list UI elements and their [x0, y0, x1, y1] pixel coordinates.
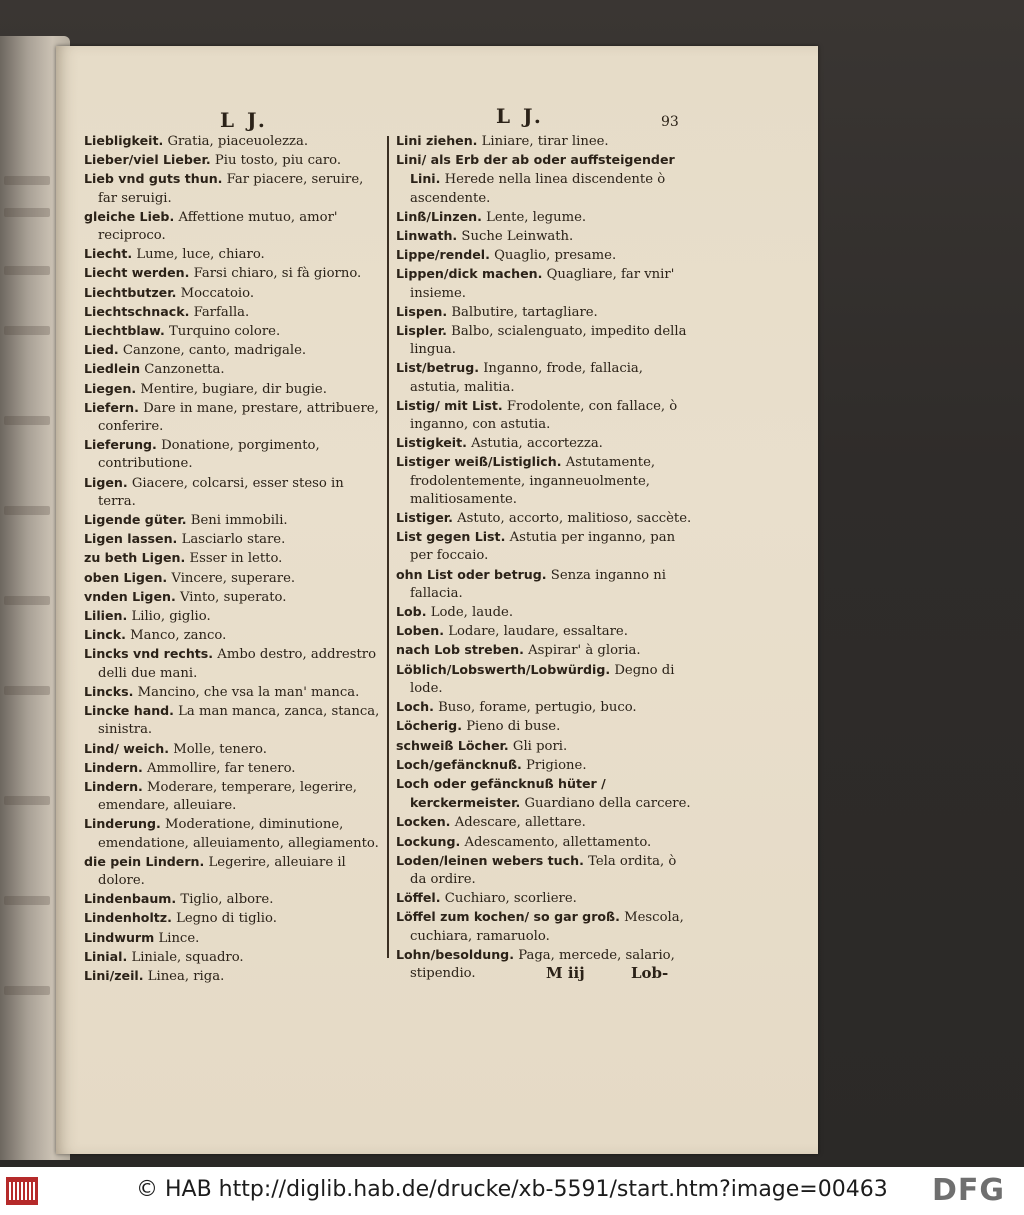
entry-headword: schweiß Löcher. — [396, 737, 509, 753]
entry-definition: Lince. — [158, 930, 200, 946]
entry-headword: Lincks vnd rechts. — [84, 646, 214, 662]
dictionary-entry — [84, 815, 384, 852]
dictionary-entry — [84, 360, 384, 379]
entry-definition: Astutamente, frodolentemente, inganneuolmente, malitiosamente. — [410, 455, 656, 507]
dictionary-entry — [84, 778, 384, 815]
dictionary-entry — [396, 908, 696, 945]
entry-headword: Ligen. — [84, 474, 128, 490]
entry-definition: Prigione. — [526, 757, 587, 773]
dictionary-entry — [84, 569, 384, 588]
dictionary-entry — [84, 303, 384, 322]
funder-logo: DFG — [932, 1173, 1006, 1208]
entry-headword: Listiger weiß/Listiglich. — [396, 454, 562, 470]
entry-definition: Adescamento, allettamento. — [464, 834, 652, 850]
entry-headword: Lockung. — [396, 833, 461, 849]
ink-bleed — [4, 596, 50, 605]
dictionary-entry — [396, 434, 696, 453]
entry-headword: Liechtschnack. — [84, 303, 190, 319]
entry-definition: Lasciarlo stare. — [181, 532, 286, 548]
entry-definition: Buso, forame, pertugio, buco. — [438, 700, 637, 716]
entry-headword: Lincks. — [84, 683, 134, 699]
entry-definition: Herede nella linea discendente ò ascendente. — [410, 172, 666, 206]
entry-headword: List/betrug. — [396, 360, 480, 376]
dictionary-entry — [84, 853, 384, 890]
entry-headword: Löffel. — [396, 890, 441, 906]
entry-headword: Lippen/dick machen. — [396, 266, 543, 282]
entry-headword: Loch/gefäncknuß. — [396, 756, 522, 772]
dictionary-entry — [84, 890, 384, 909]
viewer-footer — [0, 1167, 1024, 1215]
dictionary-entry — [396, 453, 696, 509]
entry-headword: Liecht werden. — [84, 265, 190, 281]
entry-definition: Astuto, accorto, malitioso, saccète. — [457, 511, 692, 527]
catchword: Lob- — [631, 964, 669, 982]
dictionary-entry — [84, 948, 384, 967]
entry-definition: Mentire, bugiare, dir bugie. — [140, 381, 327, 397]
entry-definition: Lume, luce, chiaro. — [136, 247, 265, 263]
dictionary-entry — [396, 661, 696, 698]
dictionary-entry — [84, 436, 384, 473]
ink-bleed — [4, 266, 50, 275]
dictionary-entry — [84, 511, 384, 530]
entry-definition: Gratia, piaceuolezza. — [167, 134, 309, 149]
entry-headword: Lindwurm — [84, 929, 155, 945]
dictionary-entry — [396, 397, 696, 434]
entry-definition: Degno di lode. — [410, 662, 675, 696]
entry-headword: Lippe/rendel. — [396, 247, 490, 263]
ink-bleed — [4, 326, 50, 335]
dictionary-entry — [84, 929, 384, 948]
dictionary-entry — [396, 246, 696, 265]
entry-headword: Lied. — [84, 342, 119, 358]
entry-definition: Linea, riga. — [147, 968, 225, 984]
dictionary-entry — [396, 833, 696, 852]
ink-bleed — [4, 896, 50, 905]
library-logo-icon — [6, 1177, 38, 1205]
dictionary-entry — [396, 756, 696, 775]
dictionary-entry — [84, 151, 384, 170]
entry-definition: Paga, mercede, salario, stipendio. — [410, 947, 675, 981]
entry-definition: Astutia per inganno, pan per foccaio. — [410, 530, 676, 564]
dictionary-entry — [84, 341, 384, 360]
dictionary-entry — [396, 775, 696, 813]
entry-headword: Ligen lassen. — [84, 531, 178, 547]
entry-headword: Lieb vnd guts thun. — [84, 171, 223, 187]
running-head-left: L J. — [220, 108, 268, 132]
dictionary-entry — [84, 588, 384, 607]
page-number: 93 — [661, 114, 679, 130]
entry-headword: Lindern. — [84, 759, 143, 775]
dictionary-entry — [84, 245, 384, 264]
entry-headword: Ligende güter. — [84, 512, 187, 528]
entry-definition: Ambo destro, addrestro delli due mani. — [98, 647, 377, 681]
entry-headword: gleiche Lieb. — [84, 208, 175, 224]
entry-definition: Lilio, giglio. — [131, 609, 211, 625]
entry-headword: Lieber/viel Lieber. — [84, 152, 211, 168]
entry-headword: Liechtblaw. — [84, 323, 165, 339]
dictionary-entry — [396, 509, 696, 528]
dictionary-entry — [84, 132, 384, 151]
entry-definition: Esser in letto. — [189, 551, 283, 567]
entry-headword: Lispen. — [396, 303, 448, 319]
dictionary-entry — [84, 607, 384, 626]
entry-definition: Balbutire, tartagliare. — [451, 304, 598, 320]
dictionary-entry — [396, 208, 696, 227]
dictionary-entry — [396, 698, 696, 717]
entry-headword: Listigkeit. — [396, 435, 467, 451]
dictionary-entry — [396, 737, 696, 756]
entry-headword: Linderung. — [84, 816, 161, 832]
entry-definition: Manco, zanco. — [130, 628, 227, 644]
entry-headword: List gegen List. — [396, 529, 506, 545]
entry-headword: Lini/zeil. — [84, 967, 144, 983]
entry-headword: Liebligkeit. — [84, 133, 164, 148]
entry-definition: Legerire, alleuiare il dolore. — [98, 854, 346, 888]
dictionary-entry — [396, 717, 696, 736]
dictionary-entry — [396, 359, 696, 396]
entry-definition: Far piacere, seruire, far seruigi. — [98, 172, 364, 206]
dictionary-entry — [84, 645, 384, 682]
entry-headword: ohn List oder betrug. — [396, 566, 547, 582]
entry-definition: Moderatione, diminutione, emendatione, alleuiamento, allegiamento. — [98, 817, 379, 851]
ink-bleed — [4, 506, 50, 515]
entry-definition: Moccatoio. — [180, 285, 255, 301]
dictionary-entry — [396, 132, 696, 151]
dictionary-entry — [396, 889, 696, 908]
ink-bleed — [4, 416, 50, 425]
book-page — [56, 46, 818, 1154]
entry-definition: Dare in mane, prestare, attribuere, conferire. — [98, 400, 379, 435]
dictionary-entry — [84, 530, 384, 549]
dictionary-entry — [84, 967, 384, 986]
entry-headword: Lini ziehen. — [396, 133, 478, 148]
entry-definition: Lodare, laudare, essaltare. — [448, 624, 628, 640]
entry-definition: Inganno, frode, fallacia, astutia, malitia. — [410, 361, 643, 395]
entry-headword: Loden/leinen webers tuch. — [396, 852, 584, 868]
entry-headword: Linial. — [84, 948, 128, 964]
dictionary-entry — [84, 399, 384, 436]
entry-definition: Ammollire, far tenero. — [147, 760, 296, 776]
entry-definition: Vincere, superare. — [171, 570, 296, 586]
entry-headword: Lincke hand. — [84, 703, 174, 719]
entry-headword: Linck. — [84, 627, 126, 643]
dictionary-entry — [396, 528, 696, 565]
ink-bleed — [4, 176, 50, 185]
dictionary-entry — [396, 622, 696, 641]
dictionary-entry — [84, 208, 384, 245]
entry-definition: Turquino colore. — [168, 324, 281, 340]
entry-definition: Liniare, tirar linee. — [481, 134, 609, 149]
entry-headword: Lini/ als Erb der ab oder auffsteigender Lini. — [396, 152, 675, 187]
ink-bleed — [4, 686, 50, 695]
entry-definition: Suche Leinwath. — [461, 229, 574, 245]
entry-headword: Loben. — [396, 623, 444, 639]
dictionary-entry — [84, 322, 384, 341]
entry-definition: Lente, legume. — [486, 209, 587, 225]
ink-bleed — [4, 796, 50, 805]
entry-headword: Lind/ weich. — [84, 740, 170, 756]
ink-bleed — [4, 208, 50, 217]
entry-definition: Gli pori. — [512, 738, 568, 754]
entry-definition: Mescola, cuchiara, ramaruolo. — [410, 910, 684, 944]
dictionary-entry — [396, 322, 696, 359]
dictionary-entry — [396, 603, 696, 622]
entry-definition: Frodolente, con fallace, ò inganno, con astutia. — [410, 398, 678, 433]
entry-definition: Legno di tiglio. — [176, 911, 277, 927]
dictionary-entry — [396, 813, 696, 832]
entry-headword: Liefern. — [84, 399, 139, 415]
ink-bleed — [4, 986, 50, 995]
entry-definition: Beni immobili. — [190, 513, 288, 529]
entry-definition: La man manca, zanca, stanca, sinistra. — [98, 704, 380, 738]
entry-definition: Mancino, che vsa la man' manca. — [137, 684, 360, 700]
column-rule — [387, 136, 389, 958]
entry-definition: Pieno di buse. — [466, 719, 561, 735]
entry-definition: Senza inganno ni fallacia. — [410, 567, 666, 601]
entry-definition: Quagliare, far vnir' insieme. — [410, 267, 675, 301]
entry-definition: Aspirar' à gloria. — [528, 643, 641, 659]
entry-definition: Piu tosto, piu caro. — [214, 153, 342, 169]
entry-headword: Linß/Linzen. — [396, 208, 482, 224]
entry-definition: Lode, laude. — [430, 605, 514, 621]
entry-definition: Moderare, temperare, legerire, emendare, alleuiare. — [98, 779, 357, 814]
entry-headword: Listiger. — [396, 510, 453, 526]
entry-definition: Donatione, porgimento, contributione. — [98, 438, 320, 472]
entry-definition: Adescare, allettare. — [454, 815, 586, 831]
entry-headword: Liecht. — [84, 246, 133, 262]
entry-definition: Astutia, accortezza. — [471, 436, 603, 452]
dictionary-entry — [396, 303, 696, 322]
dictionary-entry — [84, 474, 384, 511]
right-column — [396, 132, 696, 983]
dictionary-entry — [84, 170, 384, 207]
entry-definition: Liniale, squadro. — [131, 949, 244, 965]
entry-headword: oben Ligen. — [84, 569, 168, 585]
dictionary-entry — [84, 759, 384, 778]
entry-headword: nach Lob streben. — [396, 642, 524, 658]
entry-headword: Lilien. — [84, 608, 128, 624]
entry-headword: Liegen. — [84, 380, 137, 396]
dictionary-entry — [396, 641, 696, 660]
entry-definition: Tela ordita, ò da ordire. — [410, 853, 677, 887]
entry-headword: Lob. — [396, 604, 427, 620]
dictionary-entry — [84, 626, 384, 645]
source-link[interactable]: © HAB http://diglib.hab.de/drucke/xb-5591/start.htm?image=00463 — [136, 1177, 888, 1202]
entry-headword: Löcherig. — [396, 718, 462, 734]
entry-headword: Lindern. — [84, 778, 143, 794]
entry-headword: Liechtbutzer. — [84, 284, 177, 300]
dictionary-entry — [84, 380, 384, 399]
dictionary-entry — [396, 566, 696, 603]
entry-headword: Löffel zum kochen/ so gar groß. — [396, 909, 620, 925]
entry-definition: Molle, tenero. — [173, 741, 267, 757]
entry-headword: Loch oder gefäncknuß hüter / kerckermeister. — [396, 775, 606, 811]
dictionary-entry — [396, 151, 696, 208]
left-column — [84, 132, 384, 986]
entry-headword: die pein Lindern. — [84, 853, 205, 869]
entry-headword: Lispler. — [396, 323, 447, 339]
signature-mark: M iij — [546, 964, 585, 982]
dictionary-entry — [396, 265, 696, 302]
dictionary-entry — [396, 227, 696, 246]
entry-headword: Löblich/Lobswerth/Lobwürdig. — [396, 661, 611, 677]
dictionary-entry — [84, 702, 384, 739]
running-head-right: L J. — [496, 104, 544, 128]
entry-headword: Liedlein — [84, 361, 141, 377]
entry-definition: Cuchiaro, scorliere. — [444, 891, 577, 907]
entry-definition: Guardiano della carcere. — [524, 796, 691, 812]
entry-definition: Vinto, superato. — [179, 589, 287, 605]
entry-headword: Lieferung. — [84, 437, 157, 453]
dictionary-entry — [84, 740, 384, 759]
entry-definition: Farsi chiaro, si fà giorno. — [193, 266, 362, 282]
entry-definition: Quaglio, presame. — [494, 248, 617, 264]
entry-definition: Farfalla. — [193, 304, 250, 320]
entry-headword: Linwath. — [396, 228, 458, 244]
dictionary-entry — [84, 909, 384, 928]
dictionary-entry — [84, 284, 384, 303]
entry-headword: vnden Ligen. — [84, 588, 176, 604]
entry-headword: Locken. — [396, 814, 451, 830]
entry-definition: Tiglio, albore. — [180, 892, 274, 908]
entry-definition: Canzone, canto, madrigale. — [122, 343, 307, 359]
entry-headword: zu beth Ligen. — [84, 550, 186, 566]
entry-definition: Affettione mutuo, amor' reciproco. — [98, 209, 338, 244]
dictionary-entry — [396, 852, 696, 889]
entry-headword: Listig/ mit List. — [396, 397, 503, 413]
entry-headword: Lindenbaum. — [84, 891, 177, 907]
dictionary-entry — [84, 683, 384, 702]
entry-headword: Loch. — [396, 699, 434, 715]
dictionary-entry — [84, 549, 384, 568]
entry-definition: Balbo, scialenguato, impedito della lingua. — [410, 324, 687, 358]
entry-headword: Lindenholtz. — [84, 910, 172, 926]
entry-definition: Canzonetta. — [144, 362, 225, 378]
entry-headword: Lohn/besoldung. — [396, 946, 514, 962]
entry-definition: Giacere, colcarsi, esser steso in terra. — [98, 475, 344, 509]
dictionary-entry — [84, 264, 384, 283]
